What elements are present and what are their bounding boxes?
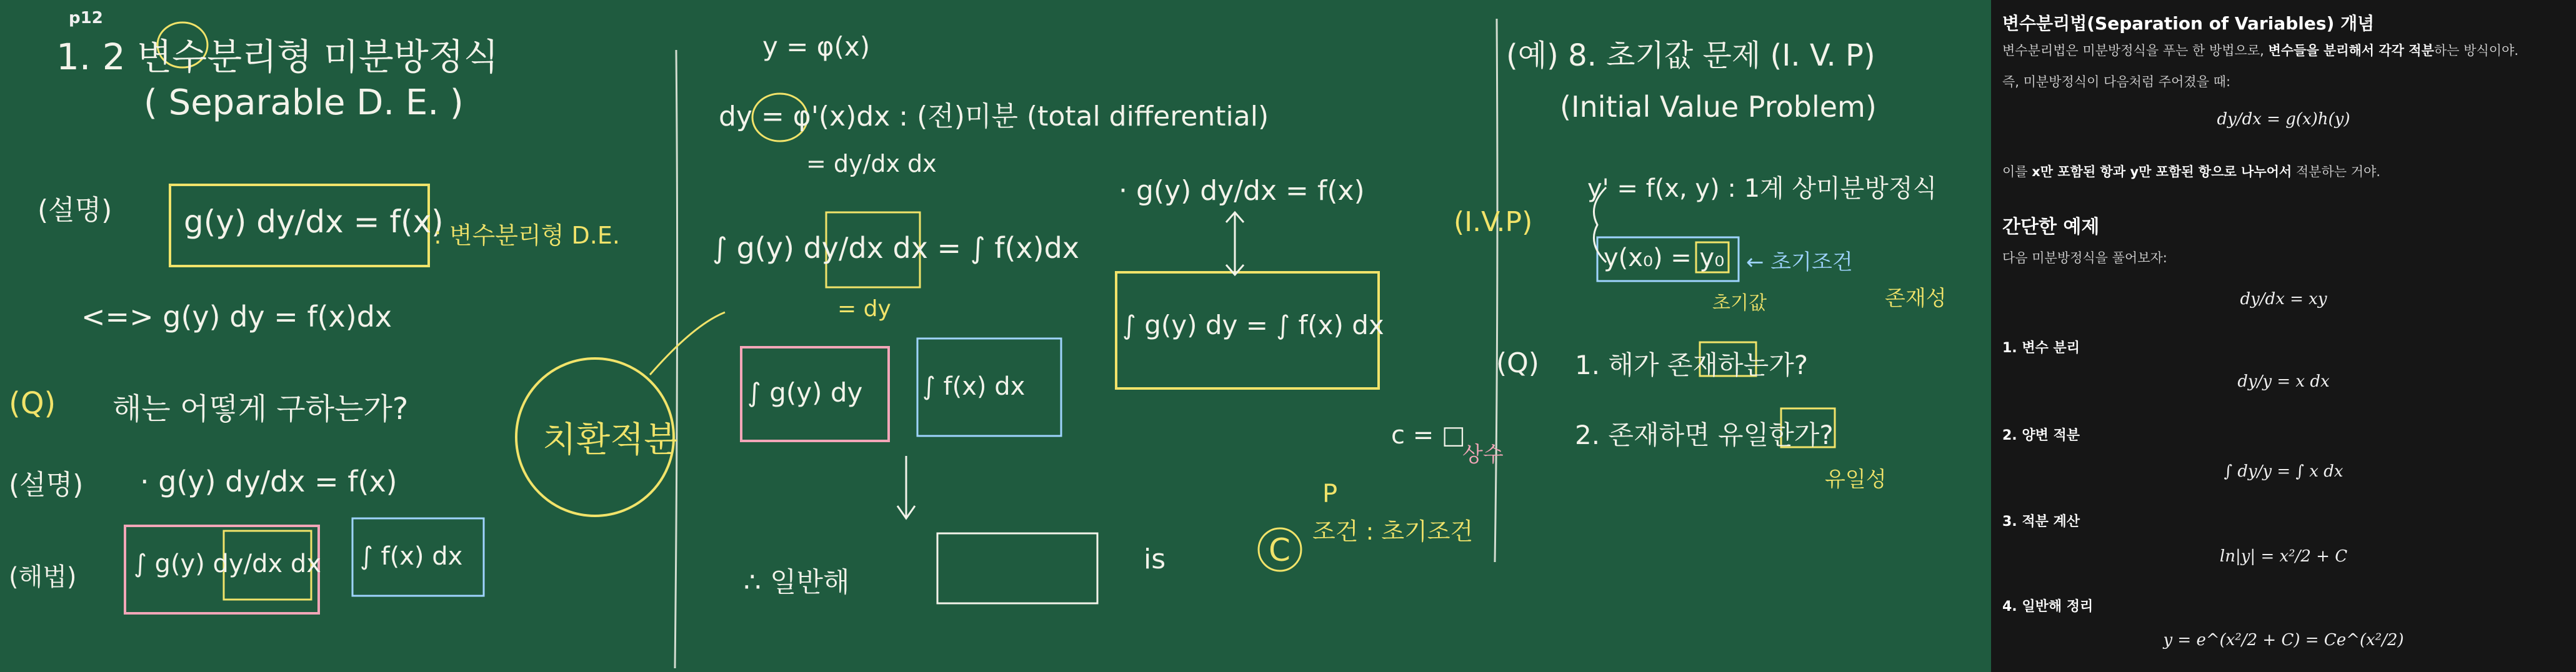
explain-label: (설명) xyxy=(37,194,112,226)
condition-note: 조건 : 초기조건 xyxy=(1312,518,1474,545)
uniqueness-note: 유일성 xyxy=(1825,467,1887,492)
example-equation: dy/dx = xy xyxy=(2240,290,2327,309)
substitution-label: 치환적분 xyxy=(542,420,678,460)
general-solution-box xyxy=(937,533,1097,603)
dot-equation: · g(y) dy/dx = f(x) xyxy=(1119,175,1365,207)
method-label: (해법) xyxy=(9,563,77,591)
boxed-integral-left: ∫ g(y) dy xyxy=(747,377,863,408)
separable-note: : 변수분리형 D.E. xyxy=(434,222,620,249)
boxed-integral-right: ∫ f(x) dx xyxy=(922,372,1026,401)
intro-bold: x만 포함된 항과 y만 포함된 항으로 나누어서 xyxy=(2032,164,2292,179)
separable-equation: g(y) dy/dx = f(x) xyxy=(184,204,444,240)
total-differential: dy = φ'(x)dx : (전)미분 (total differential) xyxy=(719,101,1269,132)
integral-line: ∫ g(y) dy/dx dx = ∫ f(x)dx xyxy=(712,231,1080,265)
explanation-panel xyxy=(1991,0,2576,672)
ivp-label: (I.V.P) xyxy=(1454,206,1533,238)
panel-title: 변수분리법(Separation of Variables) 개념 xyxy=(2002,13,2375,34)
question-text: 해는 어떻게 구하는가? xyxy=(112,392,409,427)
ivp-header-en: (Initial Value Problem) xyxy=(1560,90,1877,124)
p-label: P xyxy=(1322,480,1338,508)
ivp-initial-condition: y(x₀) = y₀ xyxy=(1604,244,1725,272)
boxed-integral-2: ∫ g(y) dy = ∫ f(x) dx xyxy=(1122,310,1384,340)
panel-intro-3 xyxy=(2002,162,2565,181)
dy-alternative: = dy/dx dx xyxy=(806,150,937,177)
step-1-equation: dy/y = x dx xyxy=(2237,372,2330,391)
step-3-label: 3. 적분 계산 xyxy=(2002,514,2080,530)
ivp-init-note: ← 초기조건 xyxy=(1746,250,1853,275)
step-4-equation: y = e^(x²/2 + C) = Ce^(x²/2) xyxy=(2163,631,2404,650)
constant-note: 상수 xyxy=(1462,442,1504,467)
question-label: (Q) xyxy=(9,386,56,421)
intro-text: 이를 xyxy=(2002,164,2032,179)
intro-bold: 변수들을 분리해서 각각 적분 xyxy=(2268,43,2434,58)
general-form-equation: dy/dx = g(x)h(y) xyxy=(2217,110,2350,129)
ivp-header: (예) 8. 초기값 문제 (I. V. P) xyxy=(1506,38,1875,73)
step-1-label: 1. 변수 분리 xyxy=(2002,340,2080,356)
double-arrow xyxy=(1226,212,1244,275)
arrow-word: is xyxy=(1144,543,1166,575)
step-2-equation: ∫ dy/y = ∫ x dx xyxy=(2224,462,2344,481)
example-intro: 다음 미분방정식을 풀어보자: xyxy=(2002,250,2167,265)
step-2-label: 2. 양변 적분 xyxy=(2002,428,2080,443)
page-label: p12 xyxy=(69,9,103,27)
integral-right: ∫ f(x) dx xyxy=(360,542,463,571)
integral-left: ∫ g(y) dy/dx dx xyxy=(134,550,321,578)
answer-equation: · g(y) dy/dx = f(x) xyxy=(140,465,397,498)
c-label: C xyxy=(1269,532,1290,568)
c-box: c = □ xyxy=(1391,421,1465,450)
ivp-init-sub: 초기값 xyxy=(1712,292,1767,314)
existence-note: 존재성 xyxy=(1885,286,1947,311)
panel-intro-1 xyxy=(2002,41,2565,60)
divider-line xyxy=(1495,19,1497,562)
down-arrow xyxy=(897,456,915,518)
q-label: (Q) xyxy=(1496,347,1539,379)
intro-text: 하는 방식이야. xyxy=(2434,43,2519,58)
substitution-arrow xyxy=(650,312,725,375)
step-3-equation: ln|y| = x²/2 + C xyxy=(2219,547,2348,566)
intro-text: 변수분리법은 미분방정식을 푸는 한 방법으로, xyxy=(2002,43,2269,58)
panel-intro-2: 즉, 미분방정식이 다음처럼 주어졌을 때: xyxy=(2002,74,2231,89)
example-heading: 간단한 예제 xyxy=(2002,216,2100,238)
ivp-ode: y' = f(x, y) : 1계 상미분방정식 xyxy=(1587,174,1937,203)
general-solution-label: ∴ 일반해 xyxy=(744,566,850,598)
board-title-en: ( Separable D. E. ) xyxy=(144,82,464,123)
board-title: 1. 2 변수분리형 미분방정식 xyxy=(56,36,499,78)
question-1: 1. 해가 존재하는가? xyxy=(1575,350,1809,380)
question-2: 2. 존재하면 유일한가? xyxy=(1575,420,1834,450)
y-definition: y = φ(x) xyxy=(762,31,871,62)
divider-line xyxy=(675,50,677,668)
intro-text: 적분하는 거야. xyxy=(2292,164,2380,179)
answer-label: (설명) xyxy=(9,469,84,501)
dy-note: = dy xyxy=(837,296,891,322)
equivalent-equation: <=> g(y) dy = f(x)dx xyxy=(81,300,392,334)
step-4-label: 4. 일반해 정리 xyxy=(2002,599,2094,615)
